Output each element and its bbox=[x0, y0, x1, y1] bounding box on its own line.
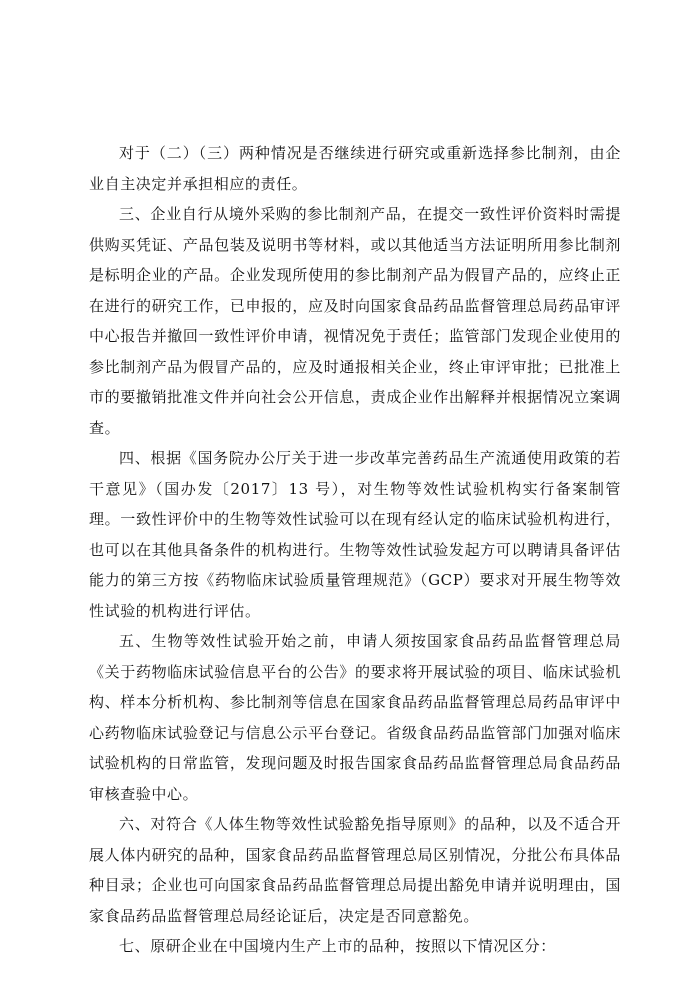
paragraph-6: 七、原研企业在中国境内生产上市的品种，按照以下情况区分： bbox=[119, 937, 556, 955]
paragraph-1: 对于（二）（三）两种情况是否继续进行研究或重新选择参比制剂，由企业自主决定并承担相应的责任。 bbox=[89, 144, 621, 193]
paragraph-2: 三、企业自行从境外采购的参比制剂产品，在提交一致性评价资料时需提供购买凭证、产品包装及说明书等材料，或以其他适当方法证明所用参比制剂是标明企业的产品。企业发现所使用的参比制剂产品为假冒产品的，应终止正在进行的研究工作，已申报的，应及时向国家食品药品监督管理总局药品审评中心报告并撤回一致性评价申请，视情况免于责任；监管部门发现企业使用的参比制剂产品为假冒产品的，应及时通报相关企业，终止审评审批；已批准上市的要撤销批准文件并向社会公开信息，责成企业作出解释并根据情况立案调查。 bbox=[89, 205, 621, 437]
paragraph-3: 四、根据《国务院办公厅关于进一步改革完善药品生产流通使用政策的若干意见》（国办发〔2017〕13 号），对生物等效性试验机构实行备案制管理。一致性评价中的生物等效性试验可以在现有经认定的临床试验机构进行，也可以在其他具备条件的机构进行。生物等效性试验发起方可以聘请具备评估能力的第三方按《药物临床试验质量管理规范》（GCP）要求对开展生物等效性试验的机构进行评估。 bbox=[89, 449, 621, 620]
paragraph-5: 六、对符合《人体生物等效性试验豁免指导原则》的品种，以及不适合开展人体内研究的品种，国家食品药品监督管理总局区别情况，分批公布具体品种目录；企业也可向国家食品药品监督管理总局提出豁免申请并说明理由，国家食品药品监督管理总局经论证后，决定是否同意豁免。 bbox=[89, 815, 621, 925]
paragraph-4: 五、生物等效性试验开始之前，申请人须按国家食品药品监督管理总局《关于药物临床试验信息平台的公告》的要求将开展试验的项目、临床试验机构、样本分析机构、参比制剂等信息在国家食品药品监督管理总局药品审评中心药物临床试验登记与信息公示平台登记。省级食品药品监管部门加强对临床试验机构的日常监管，发现问题及时报告国家食品药品监督管理总局食品药品审核查验中心。 bbox=[89, 632, 621, 803]
document-body bbox=[89, 138, 621, 962]
